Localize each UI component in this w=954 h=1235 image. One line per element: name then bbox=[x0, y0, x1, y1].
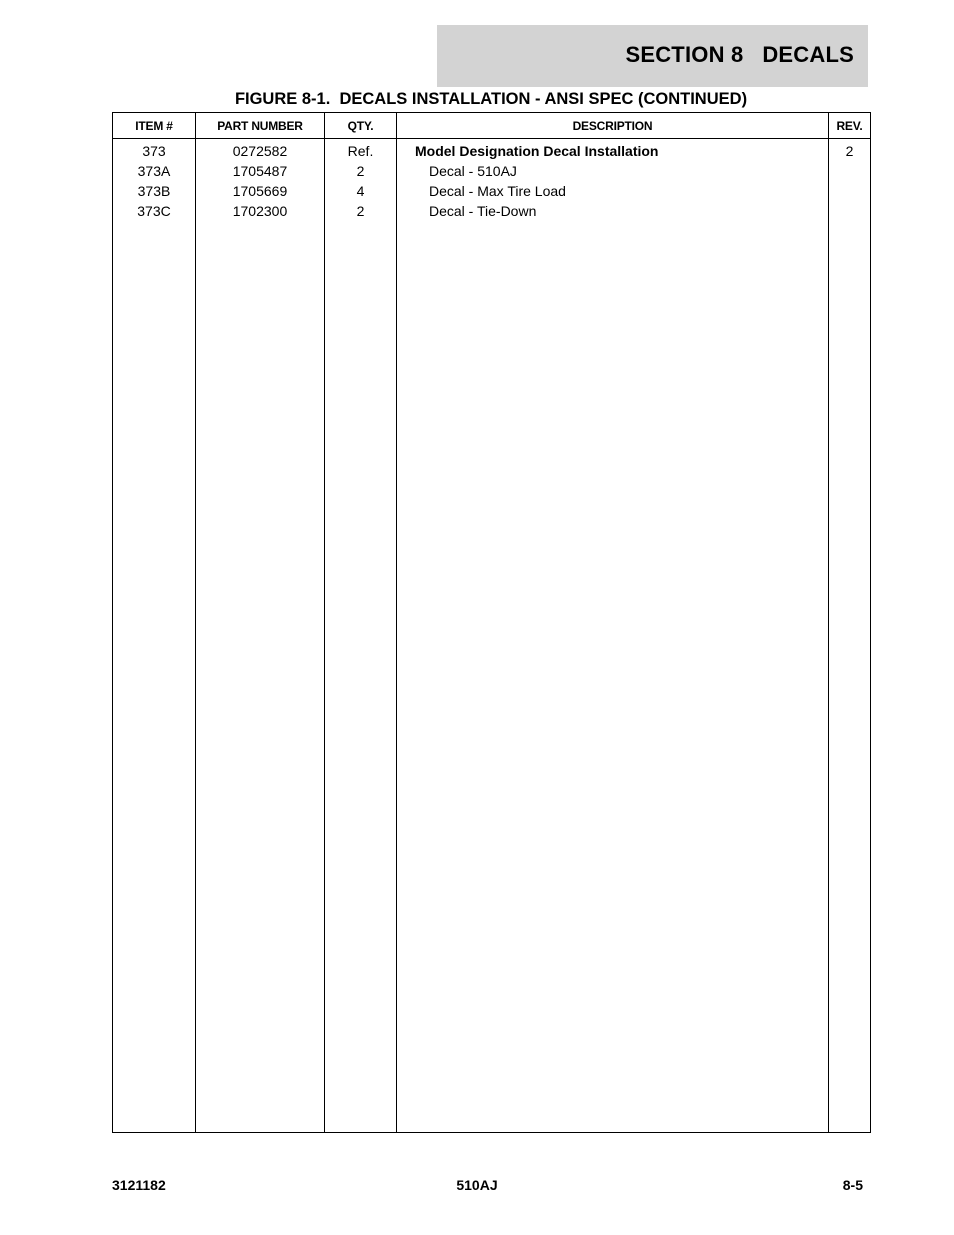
description: Decal - Tie-Down bbox=[429, 203, 537, 219]
description: Model Designation Decal Installation bbox=[415, 143, 659, 159]
section-header bbox=[437, 25, 868, 87]
item-number: 373C bbox=[137, 203, 171, 219]
item-number: 373 bbox=[142, 143, 166, 159]
part-number: 1705487 bbox=[232, 163, 288, 179]
description: Decal - Max Tire Load bbox=[429, 183, 566, 199]
description: Decal - 510AJ bbox=[429, 163, 517, 179]
column-header-qty: QTY. bbox=[325, 113, 397, 139]
item-number: 373B bbox=[137, 183, 171, 199]
footer-model: 510AJ bbox=[456, 1177, 498, 1193]
table-body bbox=[113, 139, 871, 1133]
description-column bbox=[397, 139, 829, 1133]
figure-title: FIGURE 8-1. DECALS INSTALLATION - ANSI SPEC (CONTINUED) bbox=[234, 90, 748, 108]
item-number: 373A bbox=[137, 163, 171, 179]
column-header-rev: REV. bbox=[829, 113, 871, 139]
qty: 4 bbox=[356, 183, 365, 199]
qty-column bbox=[325, 139, 397, 1133]
qty: 2 bbox=[356, 203, 365, 219]
section-title: SECTION 8 DECALS bbox=[625, 42, 854, 67]
qty: 2 bbox=[356, 163, 365, 179]
footer-page-number: 8-5 bbox=[842, 1177, 863, 1193]
footer-doc-number: 3121182 bbox=[112, 1177, 166, 1193]
item-column bbox=[113, 139, 196, 1133]
column-header-part-number: PART NUMBER bbox=[196, 113, 325, 139]
rev: 2 bbox=[845, 143, 854, 159]
table-header-row bbox=[113, 113, 871, 139]
rev bbox=[829, 201, 870, 221]
column-header-item: ITEM # bbox=[113, 113, 196, 139]
parts-table bbox=[112, 112, 871, 1133]
part-number-column bbox=[196, 139, 325, 1133]
qty: Ref. bbox=[347, 143, 374, 159]
part-number: 1702300 bbox=[232, 203, 288, 219]
column-header-description: DESCRIPTION bbox=[397, 113, 829, 139]
rev bbox=[829, 161, 870, 181]
part-number: 1705669 bbox=[232, 183, 288, 199]
rev bbox=[829, 181, 870, 201]
part-number: 0272582 bbox=[232, 143, 288, 159]
rev-column bbox=[829, 139, 871, 1133]
